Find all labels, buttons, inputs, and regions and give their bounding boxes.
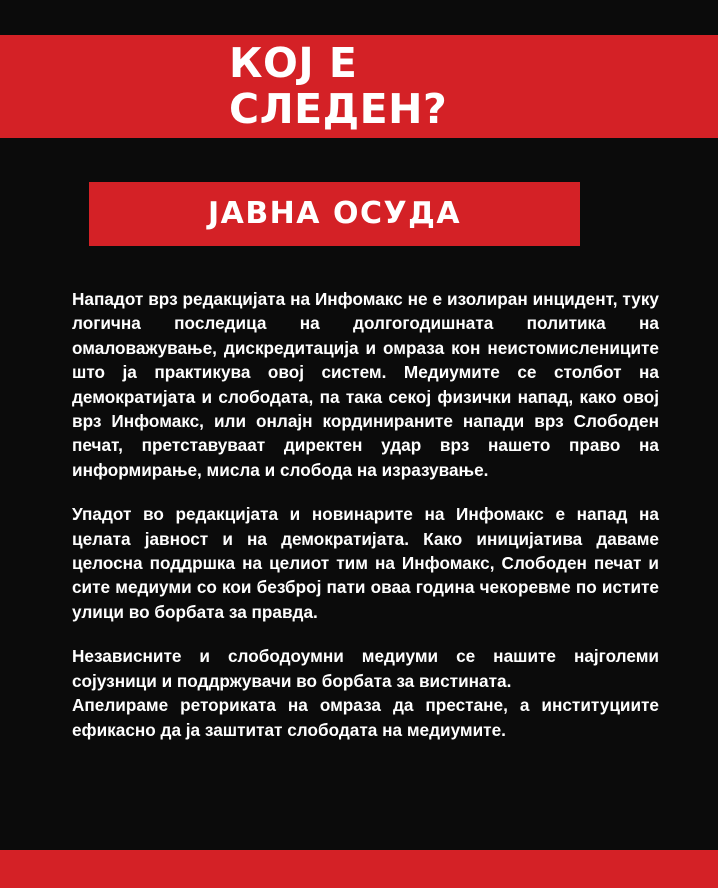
heading-red-box (89, 182, 580, 246)
statement-body (72, 287, 659, 742)
bottom-red-banner (0, 850, 718, 888)
statement-heading: ЈАВНА ОСУДА (207, 196, 462, 231)
paragraph-allies: Независните и слободоумни медиуми се нашите најголеми сојузници и поддржувачи во борбата за вистината. (72, 646, 659, 691)
paragraph-support: Упадот во редакцијата и новинарите на Инфомакс е напад на целата јавност и на демократијата. Како иницијатива даваме целосна поддршка на целиот тим на Инфомакс, Слободен печат и сите медиуми со кои безброј пати оваа година чекоревме по истите улици во борбата за правда. (72, 504, 659, 622)
poster-title: КОЈ Е СЛЕДЕН? (229, 39, 448, 133)
paragraph-attack: Нападот врз редакцијата на Инфомакс не е изолиран инцидент, туку логична последица на долгогодишната политика на омаловажување, дискредитација и омраза кон неистомислениците што ја практикува овој систем. Медиумите се столбот на демократијата и слободата, па така секој физички напад, како овој врз Инфомакс, или онлајн кординираните напади врз Слободен печат, претставуваат директен удар врз нашето право на информирање, мисла и слобода на изразување. (72, 289, 659, 480)
paragraph-appeal: Апелираме реториката на омраза да престане, а институциите ефикасно да ја заштитат слободата на медиумите. (72, 695, 659, 740)
